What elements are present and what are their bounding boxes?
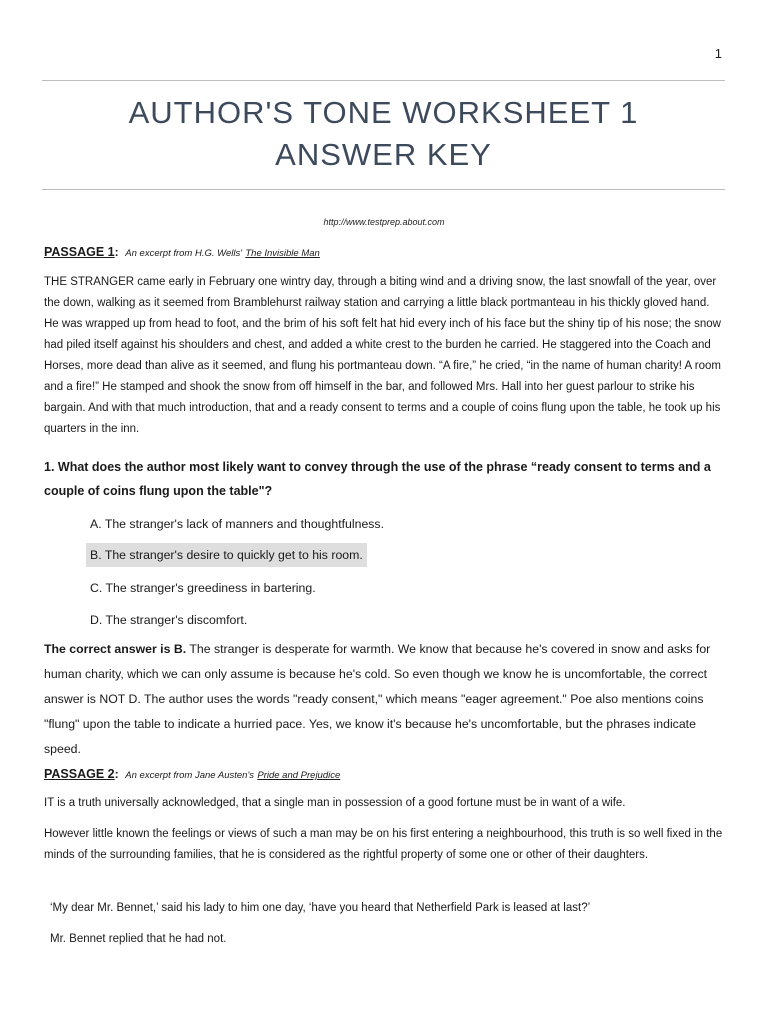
passage-2-label: PASSAGE 2 [44, 767, 115, 781]
passage-2-work-title: Pride and Prejudice [257, 770, 341, 781]
option-b-highlighted: B. The stranger's desire to quickly get to his room. [86, 543, 367, 567]
title-line-2: ANSWER KEY [275, 137, 492, 172]
question-1-text: 1. What does the author most likely want to convey through the use of the phrase “ready consent to terms and a couple of coins flung upon the table"? [44, 460, 711, 498]
answer-lead: The correct answer is B. [44, 642, 187, 656]
passage-1-work-title: The Invisible Man [245, 248, 320, 259]
worksheet-title [42, 92, 725, 176]
option-d: D. The stranger's discomfort. [90, 613, 248, 627]
passage-1-intro: An excerpt from H.G. Wells' [125, 248, 243, 259]
passage-1-colon: : [114, 245, 119, 259]
answer-explanation-text: The stranger is desperate for warmth. We know that because he's covered in snow and asks for human charity, which we can only assume is because he's cold. So even though we know he is uncomfortable, the correct answer is NOT D. The author uses the words "ready consent," which means "eager agreement." Poe also mentions coins "flung" upon the table to indicate a hurried pace. Yes, we know it's because he's uncomfortable, but the phrases indicate speed. [44, 642, 711, 756]
header-rule-top [42, 80, 725, 81]
option-c: C. The stranger's greediness in bartering. [90, 581, 316, 595]
page-number: 1 [714, 46, 722, 61]
passage-1-heading [44, 244, 724, 262]
passage-2-paragraph-1: IT is a truth universally acknowledged, that a single man in possession of a good fortune must be in want of a wife. [44, 797, 626, 809]
title-line-1: AUTHOR'S TONE WORKSHEET 1 [128, 95, 639, 130]
passage-1-label: PASSAGE 1 [44, 245, 115, 259]
answer-explanation [44, 637, 724, 762]
passage-2-paragraph-3: ‘My dear Mr. Bennet,’ said his lady to him one day, ‘have you heard that Netherfield Park is leased at last?’ [50, 902, 591, 914]
source-url[interactable]: http://www.testprep.about.com [323, 217, 445, 227]
passage-2-intro: An excerpt from Jane Austen's [125, 770, 255, 781]
passage-2-paragraph-4: Mr. Bennet replied that he had not. [50, 933, 227, 945]
passage-2-heading [44, 766, 724, 784]
passage-1-text: THE STRANGER came early in February one wintry day, through a biting wind and a driving snow, the last snowfall of the year, over the down, walking as it seemed from Bramblehurst railway station and carrying a little black portmanteau in his thickly gloved hand. He was wrapped up from head to foot, and the brim of his soft felt hat hid every inch of his face but the shiny tip of his nose; the snow had piled itself against his shoulders and chest, and added a white crest to the burden he carried. He staggered into the Coach and Horses, more dead than alive as it seemed, and flung his portmanteau down. “A fire,” he cried, “in the name of human charity! A room and a fire!” He stamped and shook the snow from off himself in the bar, and followed Mrs. Hall into her guest parlour to strike his bargain. And with that much introduction, that and a ready consent to terms and a couple of coins flung upon the table, he took up his quarters in the inn. [44, 276, 721, 435]
option-a: A. The stranger's lack of manners and thoughtfulness. [90, 517, 384, 531]
passage-2-colon: : [114, 767, 119, 781]
passage-2-paragraph-2: However little known the feelings or views of such a man may be on his first entering a neighbourhood, this truth is so well fixed in the minds of the surrounding families, that he is considered as the rightful property of some one or other of their daughters. [44, 828, 723, 861]
header-rule-bottom [42, 189, 725, 190]
